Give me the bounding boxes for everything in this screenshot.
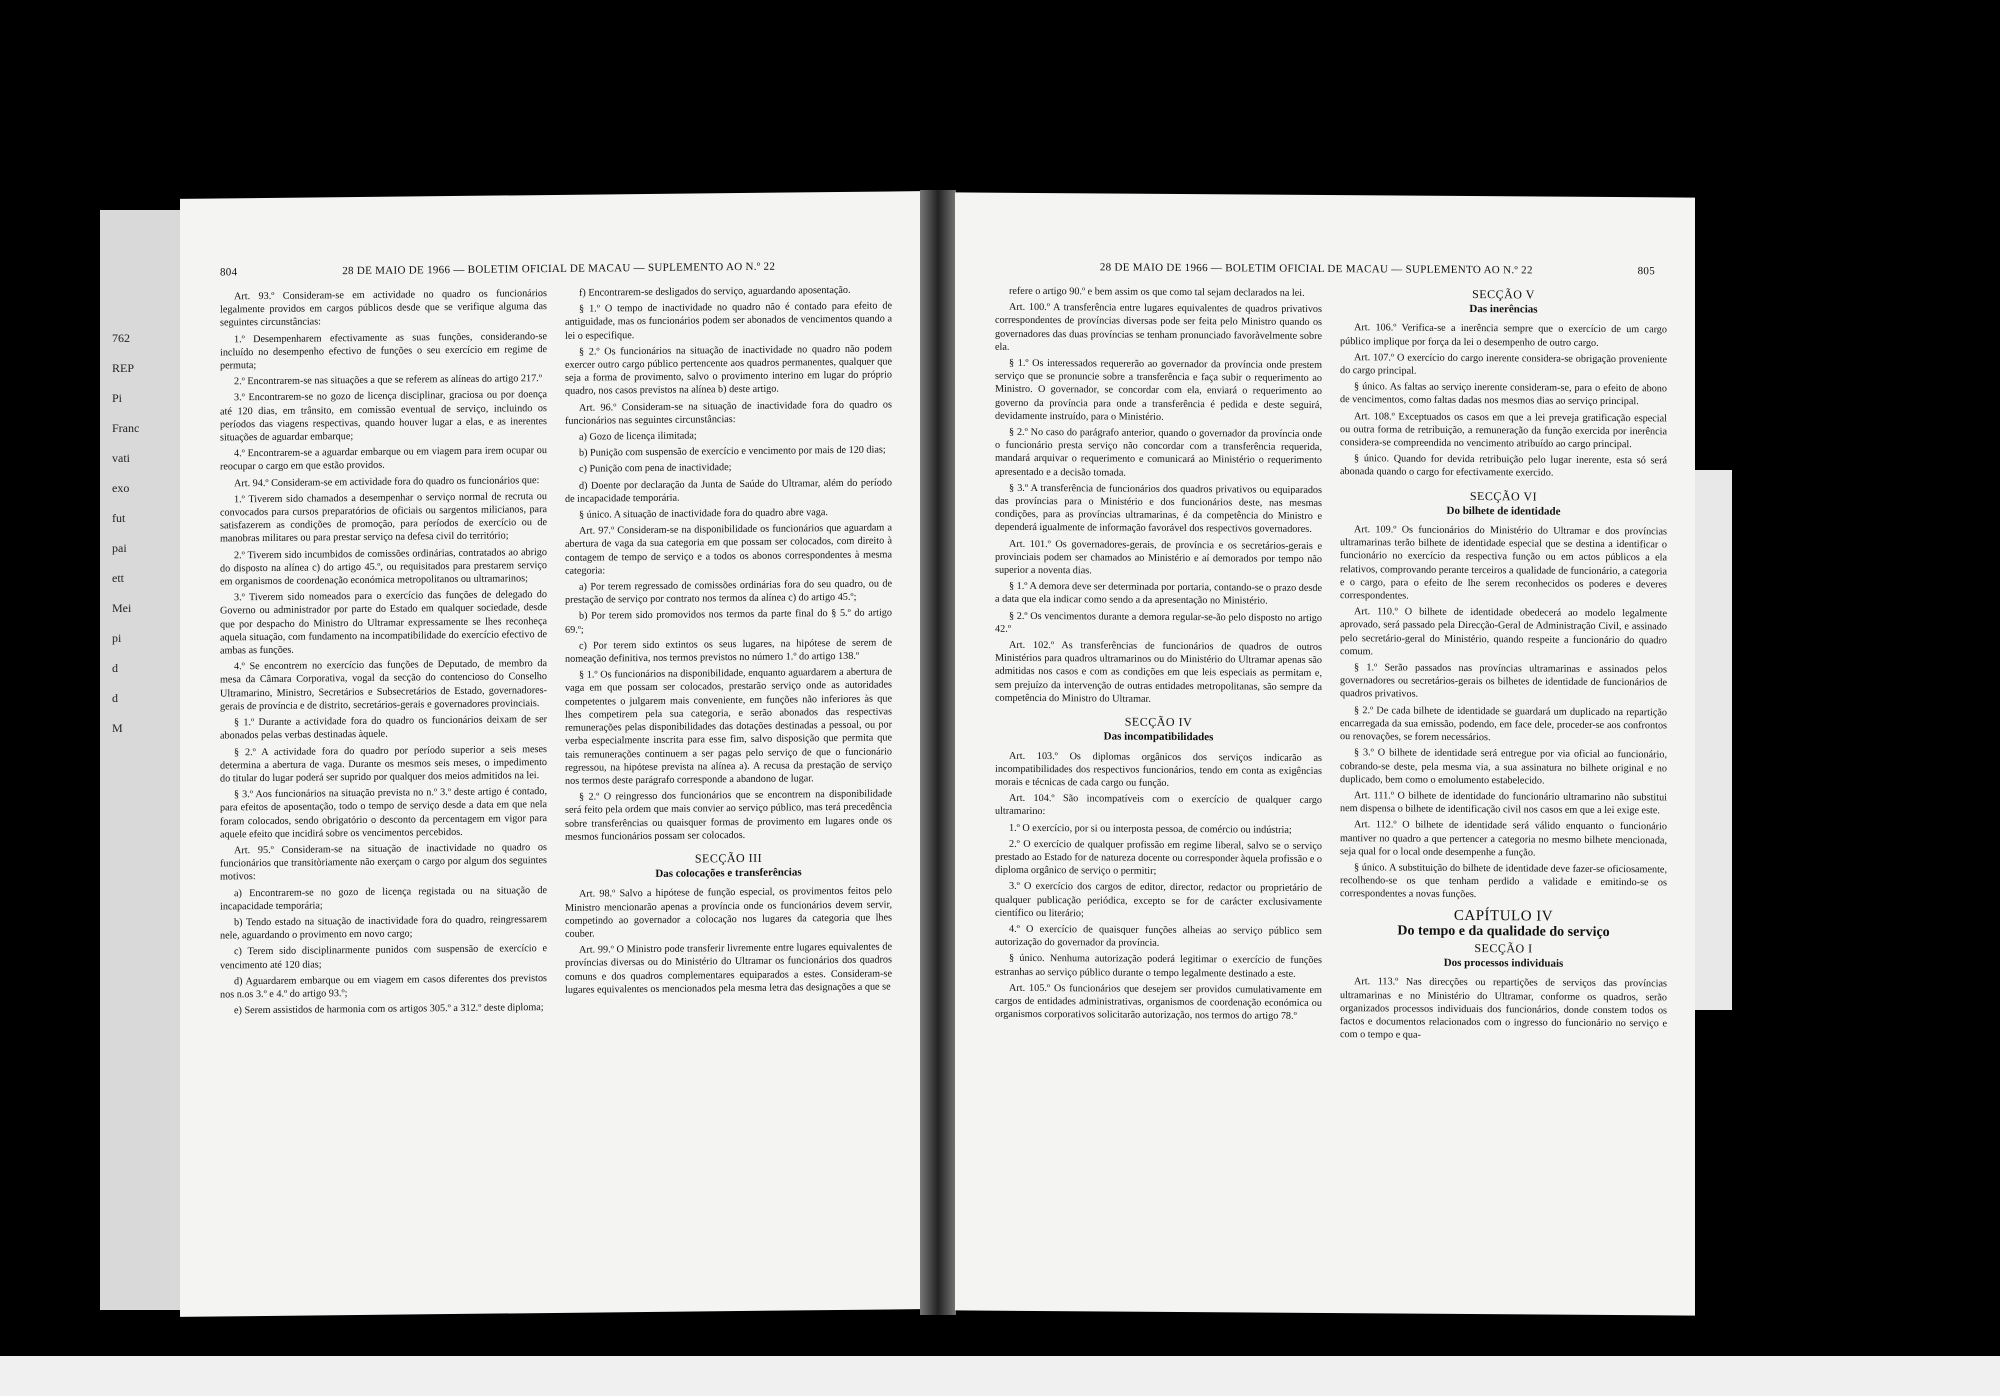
paragraph: b) Tendo estado na situação de inactividade fora do quadro, reingressarem nele, aguardando o provimento em novo cargo; bbox=[220, 913, 547, 942]
section-subtitle: Dos processos individuais bbox=[1443, 956, 1564, 970]
paragraph: § 2.º De cada bilhete de identidade se guardará um duplicado na repartição encarregada da sua emissão, podendo, em face dele, proceder-se aos confrontos ou renovações, se forem necessários. bbox=[1340, 704, 1667, 744]
paragraph: § 1.º Os interessados requererão ao governador da província onde prestem serviço que se pronuncie sobre a transferência e faça subir o requerimento ao Ministro. O governador, se concordar com ela, enviará o requerimento ao governo da província para onde a transferência é pedida e deste seguirá, devidamente instruído, para o Ministério. bbox=[995, 357, 1322, 423]
page-header bbox=[995, 261, 1655, 278]
margin-fragment: 762 bbox=[112, 331, 130, 345]
paragraph: 1.º Desempenharem efectivamente as suas funções, considerando-se incluído no desempenho efectivo de funções o seu exercício em regime de permuta; bbox=[220, 330, 547, 372]
paragraph: Art. 106.º Verifica-se a inerência sempre que o exercício de um cargo público implique por força da lei o desempenho de outro cargo. bbox=[1340, 322, 1667, 349]
paragraph: § único. A situação de inactividade fora do quadro abre vaga. bbox=[579, 507, 828, 521]
margin-fragment: REP bbox=[112, 361, 135, 375]
paragraph: Art. 95.º Consideram-se na situação de inactividade no quadro os funcionários que transitòriamente não exerçam o cargo por algum dos seguintes motivos: bbox=[220, 841, 547, 883]
paragraph: d) Doente por declaração da Junta de Saúde do Ultramar, além do período de incapacidade temporária. bbox=[565, 477, 892, 505]
paragraph: Art. 102.º As transferências de funcionários de quadros de outros Ministérios para quadros ultramarinos ou do Ministério do Ultramar apenas são admitidas nos casos e com as condições em que leis especiais as permitam e, sem prejuízo da intervenção de outras entidades metropolitanas, são sempre da competência do Ministro do Ultramar. bbox=[995, 639, 1322, 705]
paragraph: Art. 109.º Os funcionários do Ministério do Ultramar e dos províncias ultramarinas terão bilhete de identidade especial que se destina a identificar o funcionário no exercício da respectiva função ou em actos públicos a ela relativos, comprovando perante terceiros a qualidade de funcionário, a categoria e o cargo, para o efeito de lhe serem reconhecidos os poderes e deveres correspondentes. bbox=[1340, 524, 1667, 602]
chapter-title: CAPÍTULO IV bbox=[1453, 907, 1554, 925]
paragraph: Art. 107.º O exercício do cargo inerente considera-se obrigação proveniente do cargo principal. bbox=[1340, 352, 1667, 377]
section-subtitle: Das colocações e transferências bbox=[655, 866, 802, 881]
book-spine bbox=[920, 190, 956, 1315]
paragraph: d) Aguardarem embarque ou em viagem em casos diferentes dos previstos nos n.os 3.º e 4.º do artigo 93.º; bbox=[220, 972, 547, 1001]
paragraph: 3.º O exercício dos cargos de editor, director, redactor ou proprietário de qualquer publicação periódica, excepto se for de carácter exclusivamente científico ou literário; bbox=[995, 881, 1322, 920]
paragraph: c) Terem sido disciplinarmente punidos com suspensão de exercício e vencimento até 120 dias; bbox=[220, 943, 547, 972]
paragraph: Art. 108.º Exceptuados os casos em que a lei preveja gratificação especial ou outra forma de retribuição, a remuneração da função exercida por inerência considera-se compreendida no vencimento atribuído ao cargo principal. bbox=[1340, 410, 1667, 451]
paragraph: § 3.º O bilhete de identidade será entregue por via oficial ao funcionário, cobrando-se deste, pela mesma via, a sua assinatura no bilhete original e no duplicado, bem como o emolumento estabelecido. bbox=[1340, 747, 1667, 787]
paragraph: Art. 103.º Os diplomas orgânicos dos serviços indicarão as incompatibilidades dos respectivos funcionários, tendo em conta as exigências morais e técnicas de cada cargo ou função. bbox=[995, 750, 1322, 789]
paragraph: 3.º Tiverem sido nomeados para o exercício das funções de delegado do Governo ou administrador por parte do Estado em qualquer sociedade, desde que por despacho do Ministro do Ultramar expressamente se lhes reconheça aquela situação, com fundamento na incompatibilidade do exercício efectivo de ambas as funções. bbox=[220, 589, 547, 657]
paragraph: § 1.º O tempo de inactividade no quadro não é contado para efeito de antiguidade, mas os funcionários podem ser abonados de vencimentos quando a lei o especifique. bbox=[565, 300, 892, 342]
paragraph: refere o artigo 90.º e bem assim os que como tal sejam declarados na lei. bbox=[1009, 285, 1305, 299]
section-subtitle: Do bilhete de identidade bbox=[1446, 504, 1561, 518]
margin-fragment: Pi bbox=[112, 391, 123, 405]
paragraph: § único. Quando for devida retribuição pelo lugar inerente, esta só será abonada quando o cargo for efectivamente exercido. bbox=[1340, 453, 1667, 480]
paragraph: § 2.º A actividade fora do quadro por período superior a seis meses determina a abertura de vaga. Durante os mesmos seis meses, o impedimento do titular do lugar poderá ser suprido por qualquer dos meios admitidos na lei. bbox=[220, 743, 547, 785]
paragraph: Art. 100.º A transferência entre lugares equivalentes de quadros privativos correspondentes de províncias diversas pode ser feita pelo Ministro quando os governadores das duas províncias se tenham pronunciado favoràvelmente sobre ela. bbox=[995, 301, 1322, 353]
chapter-subtitle: Do tempo e da qualidade do serviço bbox=[1397, 923, 1610, 940]
paragraph: Art. 96.º Consideram-se na situação de inactividade fora do quadro os funcionários nas seguintes circunstâncias: bbox=[565, 399, 892, 427]
paragraph: Art. 97.º Consideram-se na disponibilidade os funcionários que aguardam a abertura de vaga da sua categoria em que possam ser colocados, com direito à contagem de tempo de serviço e a todos os abonos correspondentes à mesma categoria: bbox=[565, 522, 892, 577]
margin-fragment: pi bbox=[112, 631, 122, 645]
paragraph: 2.º Tiverem sido incumbidos de comissões ordinárias, contratados ao abrigo do disposto na alínea c) do artigo 45.º, ou requisitados para prestarem serviço em organismos de coordenação económica metropolitanos ou ultramarinos; bbox=[220, 546, 547, 588]
paragraph: § 2.º No caso do parágrafo anterior, quando o governador da província onde o funcionário presta serviço não concordar com a transferência requerida, mandará arquivar o requerimento e comunicará ao Ministério o requerimento apresentado e a decisão tomada. bbox=[995, 426, 1322, 479]
margin-fragment: ett bbox=[112, 571, 124, 585]
paragraph: e) Serem assistidos de harmonia com os artigos 305.º a 312.º deste diploma; bbox=[234, 1002, 544, 1017]
right-column-1 bbox=[995, 285, 1322, 1295]
paragraph: Art. 104.º São incompatíveis com o exercício de qualquer cargo ultramarino: bbox=[995, 792, 1322, 818]
paragraph: § 2.º O reingresso dos funcionários que se encontrem na disponibilidade será feito pela ordem que mais convier ao serviço público, mas terá precedência sobre transferências ou quaisquer formas de provimento em lugares onde os mesmos funcionários possam ser colocados. bbox=[565, 788, 892, 843]
paragraph: b) Por terem sido promovidos nos termos da parte final do § 5.º do artigo 69.º; bbox=[565, 607, 892, 636]
section-subtitle: Das incompatibilidades bbox=[1103, 730, 1214, 744]
paragraph: Art. 101.º Os governadores-gerais, de província e os secretários-gerais e provinciais podem ser chamados ao Ministério e aí demorados por tempo não superior a noventa dias. bbox=[995, 538, 1322, 577]
paragraph: c) Punição com pena de inactividade; bbox=[579, 462, 732, 476]
paragraph: § 3.º Aos funcionários na situação prevista no n.º 3.º deste artigo é contado, para efeitos de aposentação, todo o tempo de serviço desde a data em que nela foram colocados, sendo obrigatório o desconto da percentagem em vigor para aquele efeito que incidirá sobre os vencimentos percebidos. bbox=[220, 786, 547, 841]
paragraph: § 1.º A demora deve ser determinada por portaria, contando-se o prazo desde a data que ela indicar como sendo a da apresentação no Ministério. bbox=[995, 581, 1322, 608]
section-title: SECÇÃO III bbox=[694, 850, 763, 866]
left-column-2 bbox=[565, 283, 892, 1294]
margin-fragment: Mei bbox=[112, 601, 132, 615]
paragraph: § 3.º A transferência de funcionários dos quadros privativos ou equiparados das províncias para o Ministério e dos funcionários deste, nas mesmas condições, para as províncias ultramarinas, é da competência do Ministro e dependerá igualmente de informação favorável dos respectivos governadores. bbox=[995, 482, 1322, 536]
left-column-1 bbox=[220, 287, 547, 1298]
right-page bbox=[955, 192, 1695, 1315]
margin-fragment: vati bbox=[112, 451, 130, 465]
paragraph: § 1.º Durante a actividade fora do quadro os funcionários deixam de ser abonados pelas verbas destinadas àquele. bbox=[220, 714, 547, 742]
margin-fragment: M bbox=[112, 721, 123, 735]
paragraph: § único. As faltas ao serviço inerente consideram-se, para o efeito de abono de vencimentos, como faltas dadas nos mesmos dias ao serviço principal. bbox=[1340, 381, 1667, 408]
paragraph: § 2.º Os vencimentos durante a demora regular-se-ão pelo disposto no artigo 42.º bbox=[995, 610, 1322, 635]
paragraph: Art. 113.º Nas direcções ou repartições de serviços das províncias ultramarinas e no Ministério do Ultramar, conforme os quadros, serão organizados processos individuais dos funcionários, donde constem todos os factos e documentos relacionados com o ingresso do funcionário no serviço e com o tempo e qua- bbox=[1340, 976, 1667, 1041]
paragraph: 4.º Se encontrem no exercício das funções de Deputado, de membro da mesa da Câmara Corporativa, vogal da secção do contencioso do Conselho Ultramarino, Ministro, Secretários e Subsecretários de Estado, governadores-gerais de província e de distrito, secretários-gerais e governadores provinciais. bbox=[220, 658, 547, 713]
section-subtitle: Das inerências bbox=[1469, 303, 1538, 316]
paragraph: § 1.º Serão passados nas províncias ultramarinas e assinados pelos governadores ou secretários-gerais os bilhetes de identidade de funcionários de quadros privativos. bbox=[1340, 662, 1667, 701]
page-number: 805 bbox=[1637, 265, 1655, 278]
paragraph: § único. Nenhuma autorização poderá legitimar o exercício de funções estranhas ao serviço público durante o tempo legalmente destinado a este. bbox=[995, 953, 1322, 980]
paragraph: b) Punição com suspensão de exercício e vencimento por mais de 120 dias; bbox=[579, 444, 886, 459]
paragraph: 4.º O exercício de quaisquer funções alheias ao serviço público sem autorização do governador da província. bbox=[995, 923, 1322, 949]
page-header bbox=[220, 260, 880, 279]
paragraph: 1.º O exercício, por si ou interposta pessoa, de comércio ou indústria; bbox=[1009, 822, 1292, 836]
section-title: SECÇÃO I bbox=[1474, 940, 1533, 956]
section-title: SECÇÃO IV bbox=[1124, 714, 1193, 730]
paragraph: § 2.º Os funcionários na situação de inactividade no quadro não podem exercer outro cargo público pertencente aos quadros permanentes, qualquer que seja a forma de provimento, salvo o provimento interino em lugar do próprio quadro, nos casos previstos na alínea b) deste artigo. bbox=[565, 343, 892, 398]
paragraph: Art. 99.º O Ministro pode transferir livremente entre lugares equivalentes de províncias diversas ou do Ministério do Ultramar os funcionários dos quadros comuns e dos quadros complementares equiparados a estes. Consideram-se lugares equivalentes os mencionados pela mesma letra das designações a que se bbox=[565, 941, 892, 996]
paragraph: Art. 94.º Consideram-se em actividade fora do quadro os funcionários que: bbox=[234, 474, 540, 489]
margin-fragment: Franc bbox=[112, 421, 140, 435]
paragraph: a) Gozo de licença ilimitada; bbox=[579, 430, 697, 443]
page-number: 804 bbox=[220, 266, 238, 279]
margin-fragment: d bbox=[112, 691, 118, 705]
header-title: 28 DE MAIO DE 1966 — BOLETIM OFICIAL DE MACAU — SUPLEMENTO AO N.º 22 bbox=[342, 260, 776, 278]
margin-fragment: d bbox=[112, 661, 118, 675]
paragraph: a) Encontrarem-se no gozo de licença registada ou na situação de incapacidade temporária; bbox=[220, 884, 547, 913]
paragraph: Art. 110.º O bilhete de identidade obedecerá ao modelo legalmente aprovado, será passado pela Direcção-Geral de Administração Civil, e assinado pelo secretário-geral do Ministério, quando respeite a funcionário do quadro comum. bbox=[1340, 606, 1667, 658]
paragraph: Art. 93.º Consideram-se em actividade no quadro os funcionários legalmente providos em cargos públicos desde que se verifique alguma das seguintes circunstâncias: bbox=[220, 288, 547, 329]
paragraph: 1.º Tiverem sido chamados a desempenhar o serviço normal de recruta ou convocados para cursos preparatórios de oficiais ou sargentos milicianos, para satisfazerem as condições de promoção, para períodos de exercício ou de manobras militares ou para prestar serviço na defesa civil do território; bbox=[220, 490, 547, 545]
scanner-bottom-strip bbox=[0, 1356, 2000, 1396]
underlying-page-fragments bbox=[112, 330, 139, 750]
paragraph: 2.º O exercício de qualquer profissão em regime liberal, salvo se o serviço prestado ao Estado for de natureza docente ou corresponder àquela profissão e o diploma orgânico de serviço o permitir; bbox=[995, 838, 1322, 877]
margin-fragment: exo bbox=[112, 481, 130, 495]
section-title: SECÇÃO VI bbox=[1469, 488, 1538, 504]
paragraph: Art. 112.º O bilhete de identidade será válido enquanto o funcionário mantiver no quadro a que pertencer a categoria no mesmo bilhete mencionada, seja qual for o local onde desempenhe a função. bbox=[1340, 819, 1667, 859]
right-column-2 bbox=[1340, 287, 1667, 1297]
paragraph: Art. 105.º Os funcionários que desejem ser providos cumulativamente em cargos de entidades administrativas, organismos de coordenação económica ou organismos corporativos solicitarão autorização, nos termos do artigo 78.º bbox=[995, 982, 1322, 1022]
left-page bbox=[180, 191, 920, 1317]
margin-fragment: fut bbox=[112, 511, 126, 525]
paragraph: f) Encontrarem-se desligados do serviço, aguardando aposentação. bbox=[579, 284, 851, 299]
paragraph: 3.º Encontrarem-se no gozo de licença disciplinar, graciosa ou por doença até 120 dias, em trânsito, em comissão eventual de serviço, incluindo os períodos das viagens respectivas, quando houver lugar a elas, e as inerentes situações de aguardar embarque; bbox=[220, 389, 547, 444]
paragraph: § 1.º Os funcionários na disponibilidade, enquanto aguardarem a abertura de vaga em que possam ser colocados, prestarão serviço onde as autoridades competentes o julgarem mais conveniente, em funções não inferiores às que lhes competirem pela sua categoria, e serão abonados das respectivas remunerações pelas disponibilidades das dotações destinadas a pessoal, ou por verba especialmente inscrita para esse fim, salvo disposição que permita que tais remunerações continuem a ser pagas pelo serviço de que o funcionário regressou, na hipótese prevista na alínea a). A recusa da prestação de serviço nos termos deste parágrafo corresponde a abandono de lugar. bbox=[565, 666, 892, 787]
paragraph: 2.º Encontrarem-se nas situações a que se referem as alíneas do artigo 217.º bbox=[234, 373, 542, 388]
section-title: SECÇÃO V bbox=[1472, 287, 1535, 302]
header-title: 28 DE MAIO DE 1966 — BOLETIM OFICIAL DE MACAU — SUPLEMENTO AO N.º 22 bbox=[1099, 261, 1533, 277]
paragraph: Art. 111.º O bilhete de identidade do funcionário ultramarino não substitui nem dispensa o bilhete de identificação civil nos casos em que a lei exige este. bbox=[1340, 790, 1667, 817]
paragraph: Art. 98.º Salvo a hipótese de função especial, os provimentos feitos pelo Ministro mencionarão apenas a província onde os funcionários devem servir, competindo ao governador a colocação nos lugares da categoria que lhes couber. bbox=[565, 885, 892, 940]
paragraph: a) Por terem regressado de comissões ordinárias fora do seu quadro, ou de prestação de serviço por contrato nos termos da alínea c) do artigo 45.º; bbox=[565, 578, 892, 607]
margin-fragment: pai bbox=[112, 541, 127, 555]
paragraph: c) Por terem sido extintos os seus lugares, na hipótese de serem de nomeação definitiva, nos termos previstos no número 1.º do artigo 138.º bbox=[565, 637, 892, 665]
paragraph: 4.º Encontrarem-se a aguardar embarque ou em viagem para irem ocupar ou reocupar o cargo em que estão providos. bbox=[220, 445, 547, 473]
paragraph: § único. A substituição do bilhete de identidade deve fazer-se oficiosamente, recolhendo-se os que tenham perdido a validade e emitindo-se os correspondentes a novas funções. bbox=[1340, 862, 1667, 901]
